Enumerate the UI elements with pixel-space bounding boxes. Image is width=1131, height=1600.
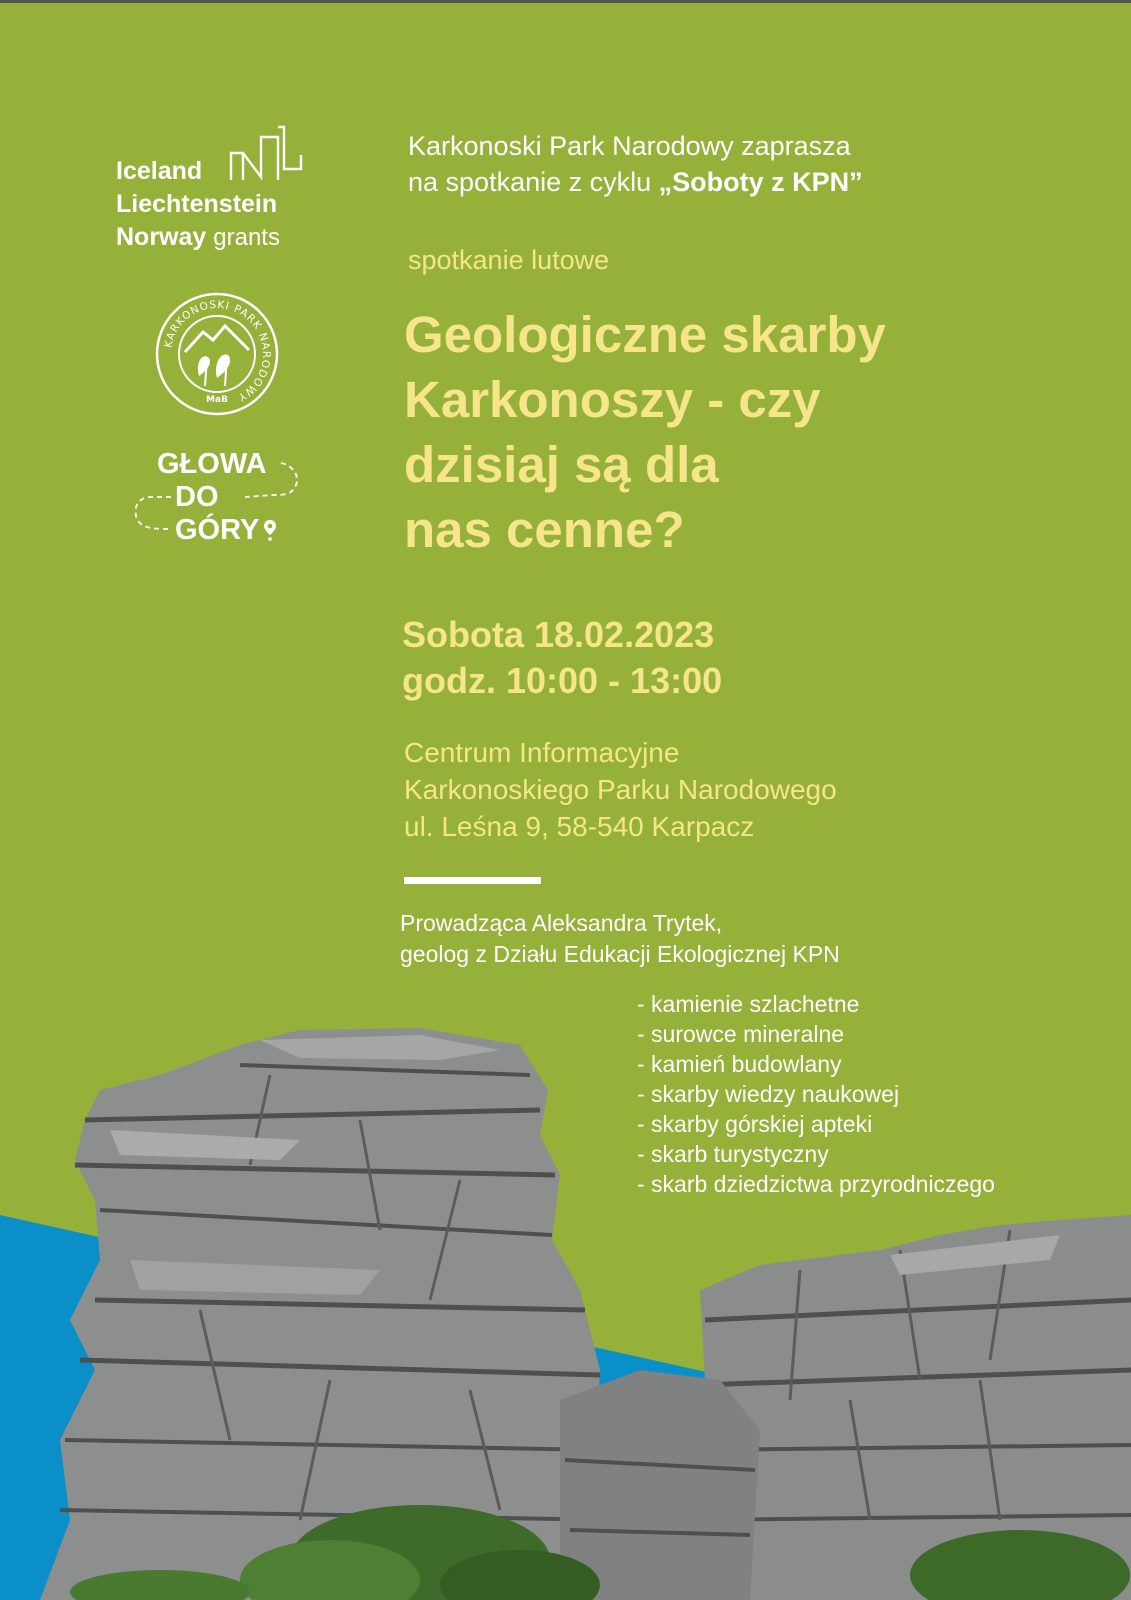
glowa-line-3: GÓRY (175, 514, 260, 546)
invitation-text (408, 128, 863, 200)
grants-line-1: Iceland (116, 157, 203, 185)
meeting-subtitle: spotkanie lutowe (408, 245, 610, 275)
grants-line-3-light: grants (213, 224, 280, 251)
grants-line-2: Liechtenstein (116, 190, 278, 218)
event-date: Sobota 18.02.2023 (402, 614, 715, 655)
series-name: „Soboty z KPN” (658, 167, 863, 197)
invite-line-1: Karkonoski Park Narodowy zaprasza (408, 131, 851, 161)
list-item: - kamienie szlachetne (637, 991, 860, 1017)
event-datetime (402, 612, 722, 704)
grants-mark-icon (228, 125, 304, 183)
title-line-4: nas cenne? (404, 501, 685, 558)
list-item: - skarb dziedzictwa przyrodniczego (637, 1171, 995, 1197)
venue-line-1: Centrum Informacyjne (404, 737, 680, 768)
title-line-1: Geologiczne skarby (404, 306, 886, 363)
venue-line-2: Karkonoskiego Parku Narodowego (404, 774, 837, 805)
event-venue (404, 734, 837, 845)
title-line-3: dzisiaj są dla (404, 436, 719, 493)
list-item: - surowce mineralne (637, 1021, 845, 1047)
invite-line-2-prefix: na spotkanie z cyklu (408, 167, 659, 197)
venue-line-3: ul. Leśna 9, 58-540 Karpacz (404, 811, 755, 842)
host-line-1: Prowadząca Aleksandra Trytek, (400, 910, 723, 936)
seal-ring-text: KARKONOSKI PARK NARODOWY (162, 298, 273, 404)
list-item: - skarb turystyczny (637, 1141, 829, 1167)
host-line-2: geolog z Działu Edukacji Ekologicznej KPN (400, 941, 840, 967)
left-rock-formation (40, 1028, 620, 1600)
event-title (404, 302, 964, 562)
glowa-line-2: DO (175, 481, 219, 513)
list-item: - skarby wiedzy naukowej (637, 1081, 900, 1107)
event-time: godz. 10:00 - 13:00 (402, 660, 723, 701)
location-pin-icon (262, 519, 278, 541)
glowa-line-1: GŁOWA (157, 448, 267, 480)
rock-middle-boulders (560, 1370, 760, 1600)
divider-rule (404, 877, 541, 884)
host-info (400, 908, 840, 970)
grants-line-3-bold: Norway (116, 223, 207, 251)
seal-badge-text: MaB (206, 395, 228, 405)
list-item: - kamień budowlany (637, 1051, 842, 1077)
glowa-do-gory-logo (133, 448, 278, 547)
title-line-2: Karkonoszy - czy (404, 371, 821, 428)
kpn-seal-logo (155, 292, 279, 416)
topics-list (637, 989, 995, 1199)
list-item: - skarby górskiej apteki (637, 1111, 873, 1137)
